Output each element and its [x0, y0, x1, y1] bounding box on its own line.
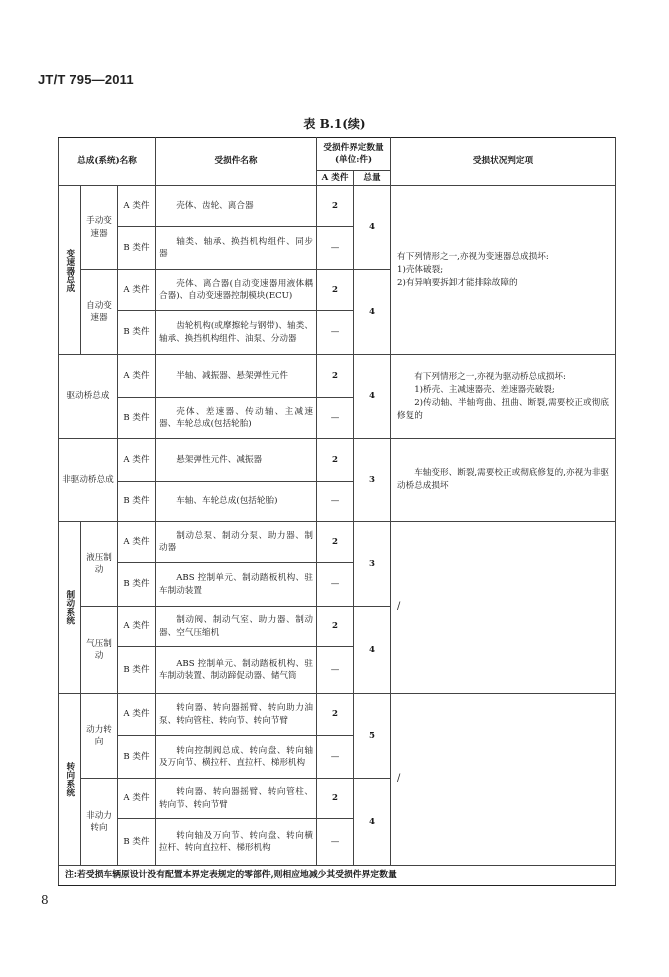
part-class: A 类件 — [118, 779, 156, 819]
header-judgment: 受损状况判定项 — [391, 138, 616, 186]
a-count: 2 — [317, 186, 354, 227]
part-class: B 类件 — [118, 227, 156, 270]
a-count: 2 — [317, 522, 354, 563]
part-list: 轴类、轴承、换挡机构组件、同步器 — [156, 227, 317, 270]
part-list: 悬架弹性元件、减振器 — [156, 439, 317, 482]
judgment-line: 1)桥壳、主减速器壳、差速器壳破裂; — [414, 384, 555, 395]
damage-definition-table — [58, 137, 616, 886]
part-class: B 类件 — [118, 311, 156, 355]
table-row — [59, 439, 616, 482]
total-count: 5 — [354, 694, 391, 779]
part-class: A 类件 — [118, 439, 156, 482]
judgment-line: 车轴变形、断裂,需要校正或彻底修复的,亦视为非驱动桥总成损坏 — [397, 468, 609, 491]
total-count: 4 — [354, 607, 391, 694]
part-list: 半轴、减振器、悬架弹性元件 — [156, 355, 317, 398]
judgment-cell — [391, 355, 616, 439]
a-count: 2 — [317, 355, 354, 398]
total-count: 4 — [354, 355, 391, 439]
part-list: 齿轮机构(或摩擦轮与钢带)、轴类、轴承、换挡机构组件、油泵、分动器 — [156, 311, 317, 355]
part-class: B 类件 — [118, 647, 156, 694]
a-count: 2 — [317, 779, 354, 819]
table-row — [59, 355, 616, 398]
part-class: A 类件 — [118, 355, 156, 398]
judgment-line: 有下列情形之一,亦视为变速器总成损坏: — [397, 251, 549, 262]
table-row — [59, 186, 616, 227]
part-list: ABS 控制单元、制动踏板机构、驻车制动装置、制动蹄促动器、储气筒 — [156, 647, 317, 694]
header-a-count: A 类件 — [317, 171, 354, 186]
part-list: 制动阀、制动气室、助力器、制动器、空气压缩机 — [156, 607, 317, 647]
part-class: A 类件 — [118, 270, 156, 311]
part-list: 壳体、离合器(自动变速器用液体耦合器)、自动变速器控制模块(ECU) — [156, 270, 317, 311]
table-note: 注:若受损车辆原设计没有配置本界定表规定的零部件,则相应地减少其受损件界定数量 — [59, 866, 616, 886]
subgroup-name: 动力转向 — [81, 694, 118, 779]
a-count: — — [317, 398, 354, 439]
part-list: 转向控制阀总成、转向盘、转向轴及万向节、横拉杆、直拉杆、梯形机构 — [156, 736, 317, 779]
judgment-line: 有下列情形之一,亦视为驱动桥总成损坏: — [414, 371, 566, 382]
part-list: 转向轴及万向节、转向盘、转向横拉杆、转向直拉杆、梯形机构 — [156, 819, 317, 866]
part-list: 转向器、转向器摇臂、转向助力油泵、转向管柱、转向节、转向节臂 — [156, 694, 317, 736]
a-count: — — [317, 647, 354, 694]
total-count: 3 — [354, 439, 391, 522]
judgment-cell — [391, 439, 616, 522]
part-class: B 类件 — [118, 736, 156, 779]
a-count: — — [317, 482, 354, 522]
note-row — [59, 866, 616, 886]
total-count: 4 — [354, 270, 391, 355]
part-class: B 类件 — [118, 482, 156, 522]
part-list: 转向器、转向器摇臂、转向管柱、转向节、转向节臂 — [156, 779, 317, 819]
page-number: 8 — [41, 893, 49, 907]
judgment-line: 2)传动轴、半轴弯曲、扭曲、断裂,需要校正或彻底修复的 — [397, 397, 609, 421]
table-row — [59, 694, 616, 736]
total-count: 3 — [354, 522, 391, 607]
a-count: 2 — [317, 270, 354, 311]
a-count: 2 — [317, 694, 354, 736]
subgroup-name: 手动变速器 — [81, 186, 118, 270]
part-list: ABS 控制单元、制动踏板机构、驻车制动装置 — [156, 563, 317, 607]
part-class: B 类件 — [118, 819, 156, 866]
subgroup-name: 自动变速器 — [81, 270, 118, 355]
part-class: A 类件 — [118, 607, 156, 647]
subgroup-name: 非动力转向 — [81, 779, 118, 866]
part-list: 壳体、齿轮、离合器 — [156, 186, 317, 227]
subgroup-name: 气压制动 — [81, 607, 118, 694]
part-class: B 类件 — [118, 563, 156, 607]
judgment-line: 1)壳体破裂; — [397, 264, 444, 275]
total-count: 4 — [354, 186, 391, 270]
a-count: — — [317, 227, 354, 270]
part-class: A 类件 — [118, 694, 156, 736]
total-count: 4 — [354, 779, 391, 866]
part-list: 制动总泵、制动分泵、助力器、制动器 — [156, 522, 317, 563]
a-count: — — [317, 819, 354, 866]
group-name: 非驱动桥总成 — [59, 439, 118, 522]
part-class: A 类件 — [118, 522, 156, 563]
judgment-cell: / — [391, 522, 616, 694]
a-count: — — [317, 563, 354, 607]
part-list: 壳体、差速器、传动轴、主减速器、车轮总成(包括轮胎) — [156, 398, 317, 439]
group-name: 转向系统 — [59, 694, 81, 866]
header-quantity: 受损件界定数量(单位:件) — [317, 138, 391, 171]
judgment-cell: / — [391, 694, 616, 866]
a-count: 2 — [317, 607, 354, 647]
table-caption: 表 B.1(续) — [303, 117, 366, 131]
header-part: 受损件名称 — [156, 138, 317, 186]
a-count: — — [317, 311, 354, 355]
header-total: 总量 — [354, 171, 391, 186]
a-count: — — [317, 736, 354, 779]
standard-code: JT/T 795—2011 — [38, 72, 134, 87]
table-row — [59, 522, 616, 563]
part-class: B 类件 — [118, 398, 156, 439]
judgment-line: 2)有异响要拆卸才能排除故障的 — [397, 277, 518, 288]
part-list: 车轴、车轮总成(包括轮胎) — [156, 482, 317, 522]
header-assembly: 总成(系统)名称 — [59, 138, 156, 186]
group-name: 驱动桥总成 — [59, 355, 118, 439]
subgroup-name: 液压制动 — [81, 522, 118, 607]
group-name: 制动系统 — [59, 522, 81, 694]
part-class: A 类件 — [118, 186, 156, 227]
group-name: 变速器总成 — [59, 186, 81, 355]
judgment-cell — [391, 186, 616, 355]
header-row — [59, 138, 616, 171]
a-count: 2 — [317, 439, 354, 482]
